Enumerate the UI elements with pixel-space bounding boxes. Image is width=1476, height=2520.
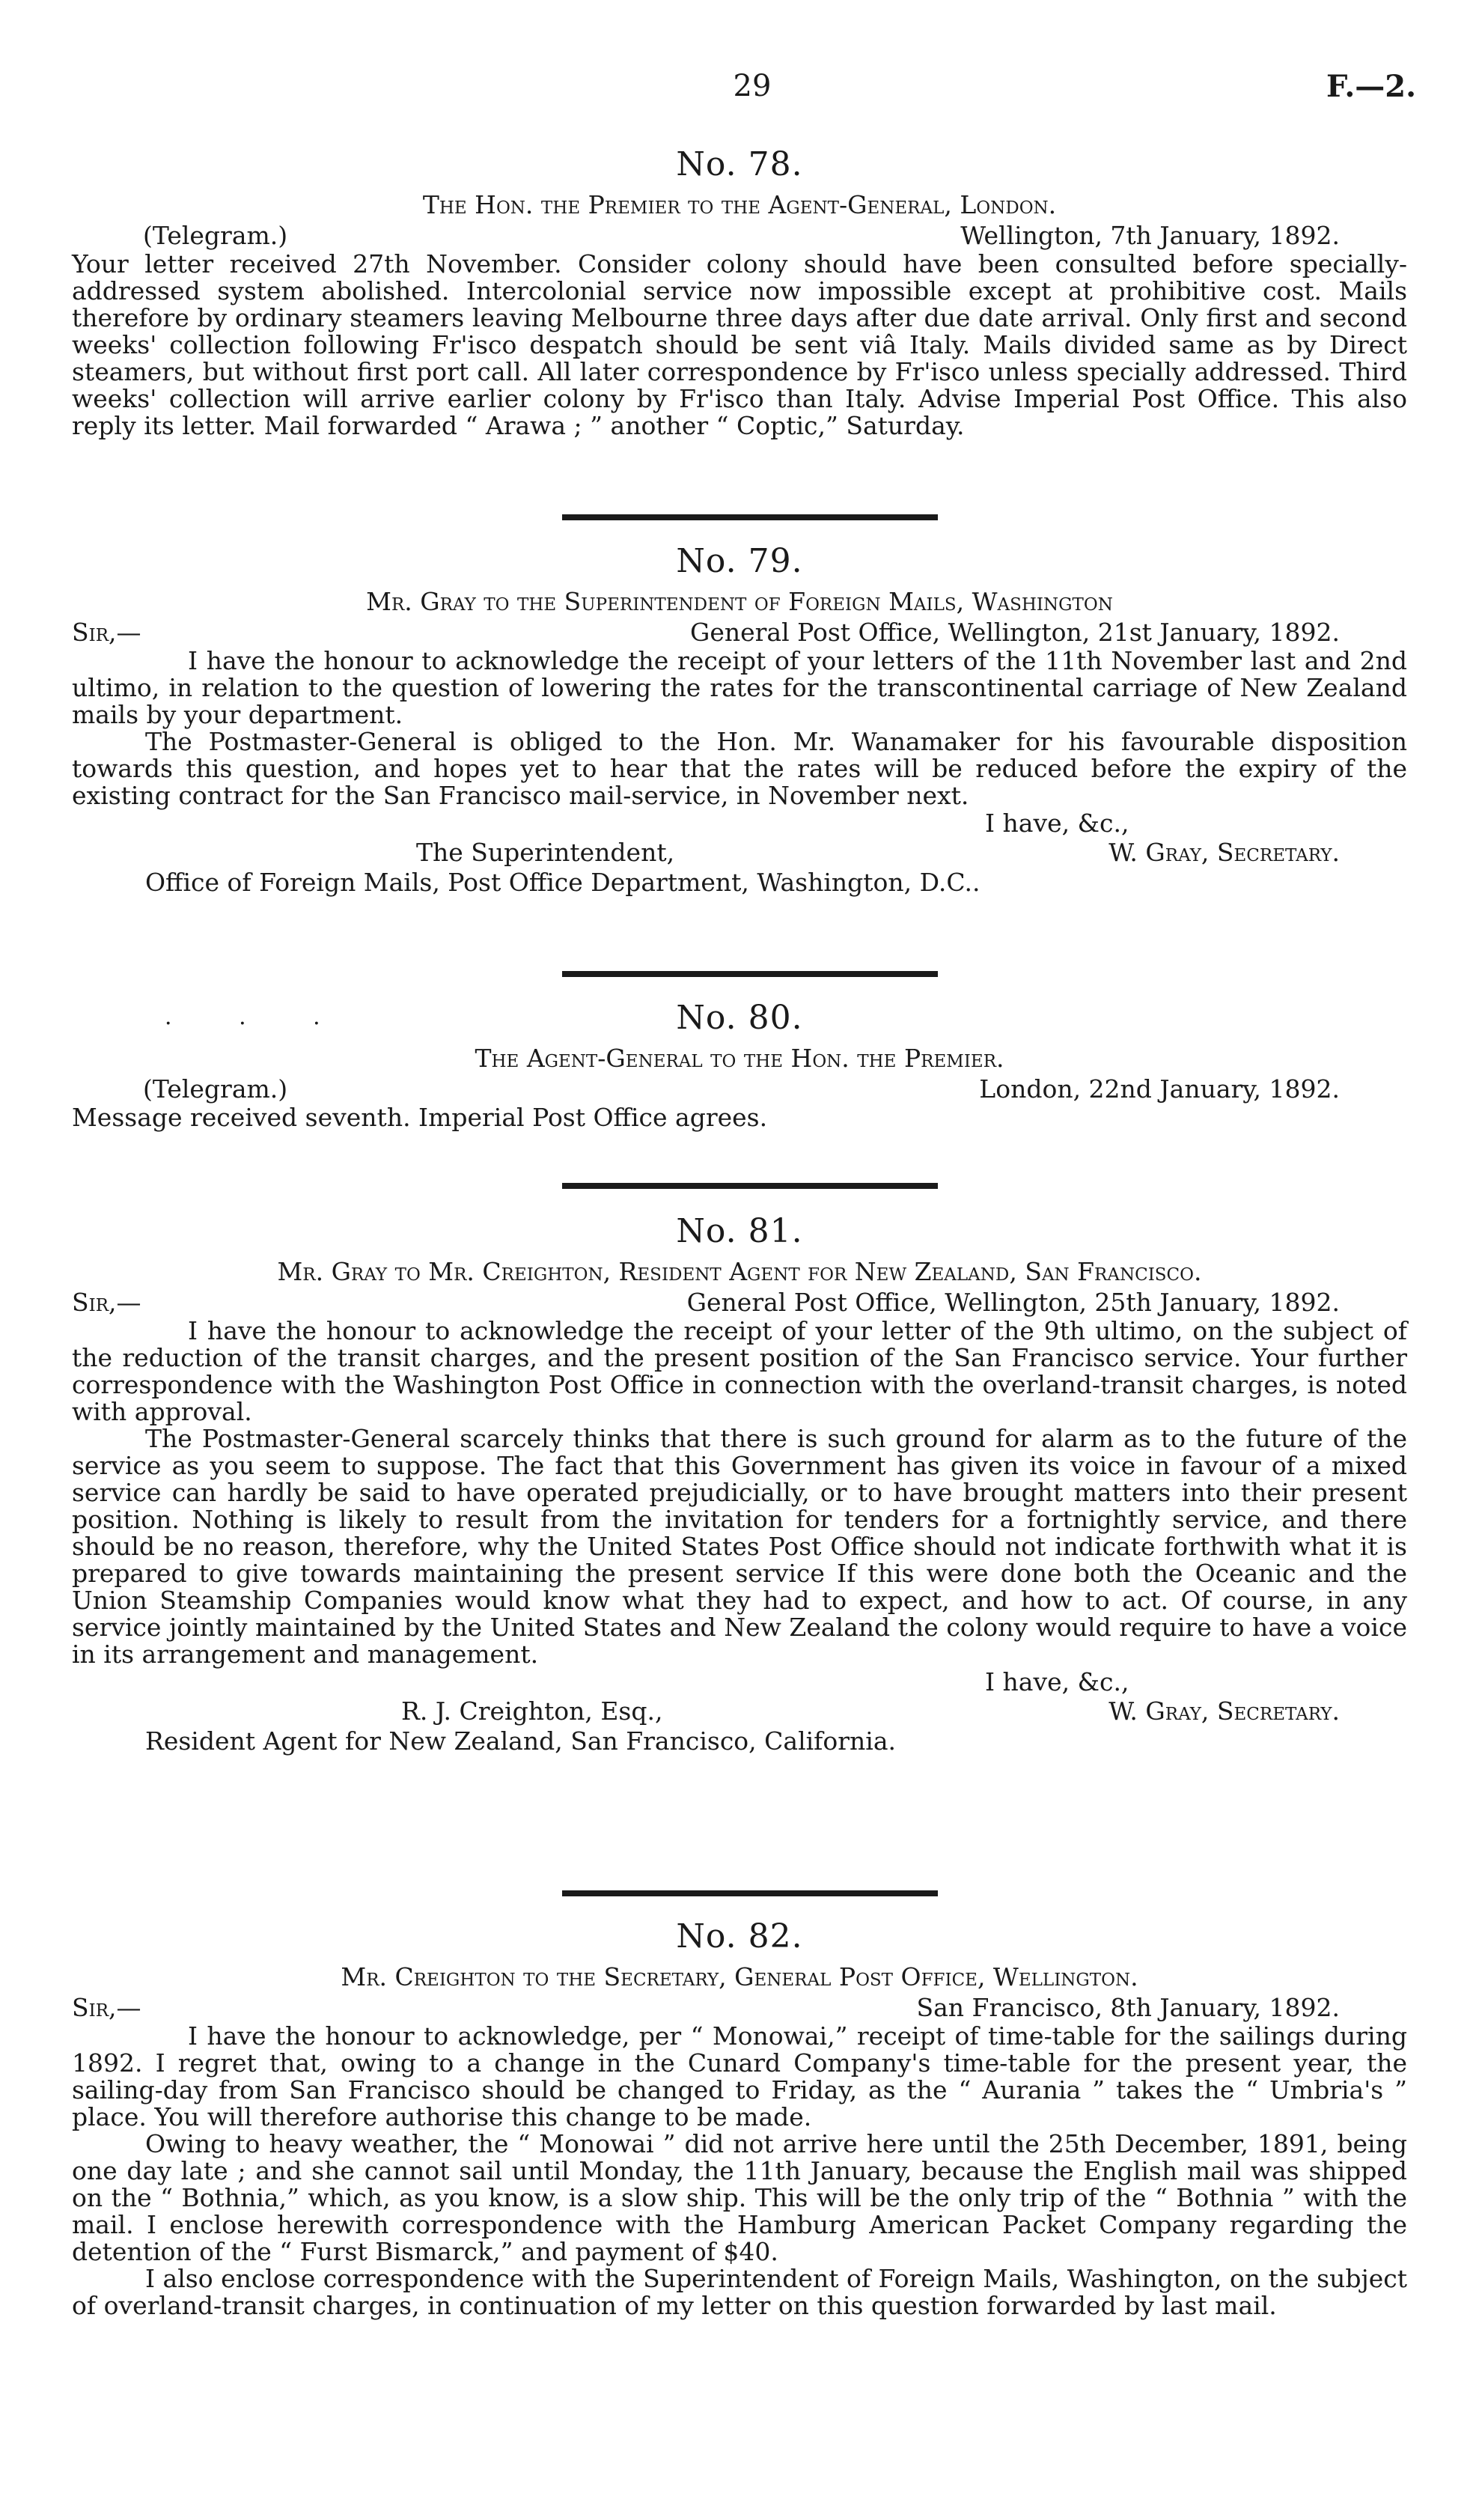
dateline-row <box>72 1288 1407 1318</box>
salutation: Sir,— <box>72 618 141 647</box>
letter-79 <box>72 543 1407 898</box>
salutation: Sir,— <box>72 1993 141 2022</box>
address-row <box>72 868 1407 898</box>
stray-marks: · · · <box>165 1011 350 1037</box>
letter-heading: Mr. Gray to the Superintendent of Foreign Mails, Washington <box>366 587 1113 616</box>
letter-heading: Mr. Gray to Mr. Creighton, Resident Agent for New Zealand, San Francisco. <box>277 1257 1202 1286</box>
paragraph: Message received seventh. Imperial Post Office agrees. <box>72 1103 768 1132</box>
address-row <box>72 1726 1407 1756</box>
letter-81 <box>72 1213 1407 1756</box>
dateline: General Post Office, Wellington, 25th January, 1892. <box>686 1288 1340 1317</box>
dateline: London, 22nd January, 1892. <box>979 1074 1340 1104</box>
paragraph: I have the honour to acknowledge the receipt of your letters of the 11th November last and 2nd ultimo, in relation to the question of lowering the rates for the transcontinental carriage of New Zealand mails by your department. <box>72 646 1407 729</box>
closing: I have, &c., <box>985 809 1129 838</box>
signature: W. Gray, Secretary. <box>1108 838 1340 867</box>
signature-row <box>72 1696 1407 1726</box>
signature: W. Gray, Secretary. <box>1108 1696 1340 1726</box>
letter-heading: The Hon. the Premier to the Agent-General, London. <box>422 190 1057 219</box>
paragraph: I have the honour to acknowledge the receipt of your letter of the 9th ultimo, on the subject of the reduction of the transit charges, and the present position of the San Francisco service. Your further correspondence with the Washington Post Office in connection with the overland-transit charges, is noted with approval. <box>72 1316 1407 1426</box>
section-divider <box>562 514 938 520</box>
paragraph: I also enclose correspondence with the Superintendent of Foreign Mails, Washington, on the subject of overland-transit charges, in continuation of my letter on this question forwarded by last mail. <box>72 2264 1407 2320</box>
addressee: The Superintendent, <box>416 838 675 867</box>
paragraph: Owing to heavy weather, the “ Monowai ” did not arrive here until the 25th December, 1891, being one day late ; and she cannot sail until Monday, the 11th January, because the English mail was shipped on the “ Bothnia,” which, as you know, is a slow ship. This will be the only trip of the “ Bothnia ” with the mail. I enclose herewith correspondence with the Hamburg American Packet Company regarding the detention of the “ Furst Bismarck,” and payment of $40. <box>72 2129 1407 2266</box>
letter-82 <box>72 1918 1407 2319</box>
salutation: Sir,— <box>72 1288 141 1317</box>
addressee: R. J. Creighton, Esq., <box>401 1696 663 1726</box>
paragraph: Your letter received 27th November. Consider colony should have been consulted before specially-addressed system abolished. Intercolonial service now impossible except at prohibitive cost. Mails therefore by ordinary steamers leaving Melbourne three days after due date arrival. Only first and second weeks' collection following Fr'isco despatch should be sent viâ Italy. Mails divided same as by Direct steamers, but without first port call. All later correspondence by Fr'isco unless specially addressed. Third weeks' collection will arrive earlier colony by Fr'isco than Italy. Advise Imperial Post Office. This also reply its letter. Mail forwarded “ Arawa ; ” another “ Coptic,” Saturday. <box>72 249 1407 440</box>
paragraph: The Postmaster-General is obliged to the Hon. Mr. Wanamaker for his favourable disposition towards this question, and hopes yet to hear that the rates will be reduced before the expiry of the existing contract for the San Francisco mail-service, in November next. <box>72 727 1407 810</box>
letter-number: No. 78. <box>676 145 803 183</box>
signature-row <box>72 838 1407 868</box>
page-number: 29 <box>733 69 772 103</box>
telegram-note: (Telegram.) <box>143 221 288 250</box>
section-divider <box>562 1890 938 1896</box>
letter-number: No. 81. <box>676 1212 803 1250</box>
telegram-note: (Telegram.) <box>143 1074 288 1104</box>
closing: I have, &c., <box>985 1667 1129 1696</box>
dateline-row <box>72 618 1407 648</box>
dateline: San Francisco, 8th January, 1892. <box>916 1993 1340 2022</box>
dateline-row <box>72 1993 1407 2023</box>
letter-80 <box>72 999 1407 1131</box>
letter-number: No. 79. <box>676 542 803 580</box>
dateline-row <box>72 221 1407 251</box>
document-reference: F.—2. <box>1326 69 1416 104</box>
letter-number: No. 80. <box>676 999 803 1037</box>
paragraph: The Postmaster-General scarcely thinks that there is such ground for alarm as to the future of the service as you seem to suppose. The fact that this Government has given its voice in favour of a mixed service can hardly be said to have operated prejudicially, or to have brought matters into their present position. Nothing is likely to result from the invitation for tenders for a fortnightly service, and there should be no reason, therefore, why the United States Post Office should not indicate forthwith what it is prepared to give towards maintaining the present service If this were done both the Oceanic and the Union Steamship Companies would know what they had to expect, and how to act. Of course, in any service jointly maintained by the United States and New Zealand the colony would require to have a voice in its arrangement and management. <box>72 1424 1407 1669</box>
paragraph: I have the honour to acknowledge, per “ Monowai,” receipt of time-table for the sailings during 1892. I regret that, owing to a change in the Cunard Company's time-table for the present year, the sailing-day from San Francisco should be changed to Friday, as the “ Aurania ” takes the “ Umbria's ” place. You will therefore authorise this change to be made. <box>72 2021 1407 2131</box>
letter-78 <box>72 146 1407 439</box>
dateline-row <box>72 1074 1407 1104</box>
section-divider <box>562 971 938 977</box>
dateline: Wellington, 7th January, 1892. <box>960 221 1340 250</box>
dateline: General Post Office, Wellington, 21st January, 1892. <box>689 618 1340 647</box>
address: Office of Foreign Mails, Post Office Department, Washington, D.C.. <box>145 868 981 897</box>
letter-heading: The Agent-General to the Hon. the Premier. <box>475 1044 1004 1073</box>
letter-heading: Mr. Creighton to the Secretary, General Post Office, Wellington. <box>341 1962 1138 1991</box>
letter-number: No. 82. <box>676 1917 803 1956</box>
section-divider <box>562 1183 938 1189</box>
address: Resident Agent for New Zealand, San Francisco, California. <box>145 1726 897 1756</box>
